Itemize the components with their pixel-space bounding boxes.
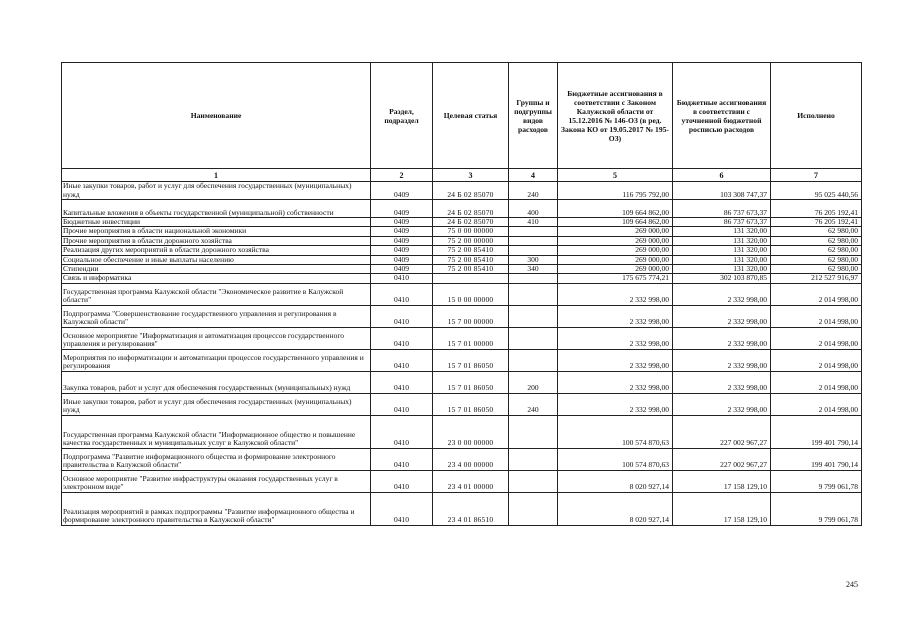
row-target (433, 274, 509, 283)
row-group (509, 283, 558, 305)
row-target: 23 4 00 00000 (433, 448, 509, 470)
row-law-amount: 100 574 870,63 (558, 415, 673, 448)
row-law-amount: 269 000,00 (558, 265, 673, 274)
row-law-amount: 109 664 862,00 (558, 218, 673, 227)
row-section: 0409 (371, 255, 433, 264)
row-law-amount: 269 000,00 (558, 236, 673, 245)
row-executed-amount: 212 527 916,97 (771, 274, 862, 283)
row-target: 24 Б 02 85070 (433, 200, 509, 218)
row-group (509, 349, 558, 371)
row-group (509, 470, 558, 492)
row-name: Социальное обеспечение и иные выплаты населению (62, 255, 371, 264)
row-refined-amount: 17 158 129,10 (673, 470, 771, 492)
row-group: 240 (509, 393, 558, 415)
table-row (62, 218, 862, 227)
table-row (62, 492, 862, 525)
row-target: 15 0 00 00000 (433, 283, 509, 305)
row-name: Государственная программа Калужской области "Экономическое развитие в Калужской области" (62, 283, 371, 305)
row-executed-amount: 2 014 998,00 (771, 349, 862, 371)
table-row (62, 200, 862, 218)
header-target: Целевая статья (433, 63, 509, 169)
row-target: 75 2 00 00000 (433, 236, 509, 245)
row-section: 0409 (371, 218, 433, 227)
row-group (509, 415, 558, 448)
table-row (62, 448, 862, 470)
row-target: 24 Б 02 85070 (433, 218, 509, 227)
header-refined: Бюджетные ассигнования в соответствии с уточненной бюджетной росписью расходов (673, 63, 771, 169)
row-refined-amount: 2 332 998,00 (673, 327, 771, 349)
row-executed-amount: 9 799 061,78 (771, 470, 862, 492)
row-group (509, 274, 558, 283)
table-row (62, 236, 862, 245)
row-target: 15 7 01 86050 (433, 349, 509, 371)
column-number: 6 (673, 169, 771, 182)
row-executed-amount: 2 014 998,00 (771, 393, 862, 415)
row-executed-amount: 95 025 440,56 (771, 182, 862, 200)
row-law-amount: 2 332 998,00 (558, 349, 673, 371)
column-number: 7 (771, 169, 862, 182)
header-section: Раздел, подраздел (371, 63, 433, 169)
row-name: Подпрограмма "Совершенствование государственного управления и регулирования в Калужской области" (62, 305, 371, 327)
row-refined-amount: 86 737 673,37 (673, 218, 771, 227)
row-name: Капитальные вложения в объекты государственной (муниципальной) собственности (62, 200, 371, 218)
row-law-amount: 116 795 792,00 (558, 182, 673, 200)
row-section: 0409 (371, 227, 433, 236)
row-name: Подпрограмма "Развитие информационного общества и формирование электронного правительства в Калужской области" (62, 448, 371, 470)
row-law-amount: 269 000,00 (558, 246, 673, 255)
table-row (62, 265, 862, 274)
row-refined-amount: 103 308 747,37 (673, 182, 771, 200)
row-refined-amount: 131 320,00 (673, 246, 771, 255)
row-section: 0410 (371, 448, 433, 470)
row-section: 0410 (371, 371, 433, 393)
table-row (62, 246, 862, 255)
row-group: 200 (509, 371, 558, 393)
row-executed-amount: 2 014 998,00 (771, 327, 862, 349)
row-name: Государственная программа Калужской области "Информационное общество и повышение качества государственных и муниципальных услуг в Калужской области" (62, 415, 371, 448)
row-group: 340 (509, 265, 558, 274)
row-target: 75 2 00 85410 (433, 265, 509, 274)
row-name: Прочие мероприятия в области дорожного хозяйства (62, 236, 371, 245)
row-section: 0410 (371, 492, 433, 525)
row-name: Иные закупки товаров, работ и услуг для обеспечения государственных (муниципальных) нужд (62, 182, 371, 200)
header-law: Бюджетные ассигнования в соответствии с Законом Калужской области от 15.12.2016 № 146-ОЗ (в ред. Закона КО от 19.05.2017 № 195-ОЗ) (558, 63, 673, 169)
column-number: 1 (62, 169, 371, 182)
header-group: Группы и подгруппы видов расходов (509, 63, 558, 169)
row-target: 15 7 00 00000 (433, 305, 509, 327)
page-number: 245 (846, 580, 858, 589)
row-refined-amount: 227 002 967,27 (673, 415, 771, 448)
row-section: 0409 (371, 236, 433, 245)
row-target: 23 4 01 86510 (433, 492, 509, 525)
row-law-amount: 109 664 862,00 (558, 200, 673, 218)
row-group: 240 (509, 182, 558, 200)
row-name: Закупка товаров, работ и услуг для обеспечения государственных (муниципальных) нужд (62, 371, 371, 393)
row-name: Реализация других мероприятий в области дорожного хозяйства (62, 246, 371, 255)
row-section: 0409 (371, 200, 433, 218)
row-name: Бюджетные инвестиции (62, 218, 371, 227)
row-name: Основное мероприятие "Информатизация и автоматизация процессов государственного управления и регулирования" (62, 327, 371, 349)
row-refined-amount: 86 737 673,37 (673, 200, 771, 218)
row-refined-amount: 2 332 998,00 (673, 283, 771, 305)
table-row (62, 371, 862, 393)
table-row (62, 327, 862, 349)
row-executed-amount: 76 205 192,41 (771, 218, 862, 227)
row-target: 23 0 00 00000 (433, 415, 509, 448)
column-number-row (62, 169, 862, 182)
column-number: 4 (509, 169, 558, 182)
row-executed-amount: 62 980,00 (771, 255, 862, 264)
row-law-amount: 2 332 998,00 (558, 283, 673, 305)
row-executed-amount: 199 401 790,14 (771, 415, 862, 448)
row-law-amount: 100 574 870,63 (558, 448, 673, 470)
table-row (62, 182, 862, 200)
row-refined-amount: 2 332 998,00 (673, 393, 771, 415)
row-law-amount: 2 332 998,00 (558, 371, 673, 393)
row-section: 0410 (371, 393, 433, 415)
row-target: 15 7 01 86050 (433, 371, 509, 393)
row-executed-amount: 62 980,00 (771, 246, 862, 255)
row-target: 15 7 01 86050 (433, 393, 509, 415)
table-row (62, 227, 862, 236)
row-law-amount: 2 332 998,00 (558, 393, 673, 415)
row-section: 0409 (371, 265, 433, 274)
row-name: Стипендии (62, 265, 371, 274)
row-name: Прочие мероприятия в области национальной экономики (62, 227, 371, 236)
row-section: 0409 (371, 182, 433, 200)
table-row (62, 393, 862, 415)
row-group: 300 (509, 255, 558, 264)
row-group: 400 (509, 200, 558, 218)
row-group (509, 236, 558, 245)
row-section: 0410 (371, 283, 433, 305)
row-executed-amount: 199 401 790,14 (771, 448, 862, 470)
row-group (509, 327, 558, 349)
row-refined-amount: 227 002 967,27 (673, 448, 771, 470)
header-row (62, 63, 862, 169)
budget-table-sheet (61, 62, 861, 526)
row-refined-amount: 131 320,00 (673, 236, 771, 245)
row-section: 0409 (371, 246, 433, 255)
row-name: Связь и информатика (62, 274, 371, 283)
row-target: 75 0 00 00000 (433, 227, 509, 236)
row-law-amount: 2 332 998,00 (558, 305, 673, 327)
budget-table (61, 62, 862, 526)
row-section: 0410 (371, 415, 433, 448)
row-executed-amount: 62 980,00 (771, 227, 862, 236)
table-body (62, 182, 862, 526)
row-group (509, 305, 558, 327)
row-target: 75 2 00 85410 (433, 255, 509, 264)
row-executed-amount: 9 799 061,78 (771, 492, 862, 525)
row-section: 0410 (371, 470, 433, 492)
row-executed-amount: 62 980,00 (771, 265, 862, 274)
table-row (62, 349, 862, 371)
row-section: 0410 (371, 327, 433, 349)
row-group (509, 492, 558, 525)
row-refined-amount: 2 332 998,00 (673, 305, 771, 327)
column-number: 5 (558, 169, 673, 182)
table-row (62, 255, 862, 264)
table-row (62, 283, 862, 305)
table-row (62, 470, 862, 492)
row-refined-amount: 131 320,00 (673, 265, 771, 274)
header-name: Наименование (62, 63, 371, 169)
row-section: 0410 (371, 305, 433, 327)
row-law-amount: 2 332 998,00 (558, 327, 673, 349)
row-refined-amount: 131 320,00 (673, 227, 771, 236)
column-number: 2 (371, 169, 433, 182)
row-law-amount: 8 020 927,14 (558, 492, 673, 525)
row-group (509, 448, 558, 470)
row-law-amount: 269 000,00 (558, 255, 673, 264)
row-law-amount: 269 000,00 (558, 227, 673, 236)
row-refined-amount: 17 158 129,10 (673, 492, 771, 525)
row-target: 15 7 01 00000 (433, 327, 509, 349)
row-law-amount: 8 020 927,14 (558, 470, 673, 492)
header-executed: Исполнено (771, 63, 862, 169)
table-row (62, 305, 862, 327)
row-target: 75 2 00 85410 (433, 246, 509, 255)
row-section: 0410 (371, 274, 433, 283)
row-group (509, 246, 558, 255)
row-executed-amount: 2 014 998,00 (771, 283, 862, 305)
table-row (62, 274, 862, 283)
row-law-amount: 175 675 774,21 (558, 274, 673, 283)
column-number: 3 (433, 169, 509, 182)
row-name: Основное мероприятие "Развитие инфраструктуры оказания государственных услуг в электронном виде" (62, 470, 371, 492)
row-group: 410 (509, 218, 558, 227)
row-section: 0410 (371, 349, 433, 371)
row-name: Мероприятия по информатизации и автоматизации процессов государственного управления и регулирования (62, 349, 371, 371)
table-row (62, 415, 862, 448)
row-executed-amount: 62 980,00 (771, 236, 862, 245)
row-target: 24 Б 02 85070 (433, 182, 509, 200)
row-refined-amount: 302 103 870,85 (673, 274, 771, 283)
row-refined-amount: 131 320,00 (673, 255, 771, 264)
row-refined-amount: 2 332 998,00 (673, 371, 771, 393)
row-refined-amount: 2 332 998,00 (673, 349, 771, 371)
row-executed-amount: 76 205 192,41 (771, 200, 862, 218)
row-group (509, 227, 558, 236)
row-name: Иные закупки товаров, работ и услуг для обеспечения государственных (муниципальных) нужд (62, 393, 371, 415)
row-executed-amount: 2 014 998,00 (771, 371, 862, 393)
row-executed-amount: 2 014 998,00 (771, 305, 862, 327)
row-name: Реализация мероприятий в рамках подпрограммы "Развитие информационного общества и формирование электронного правительства в Калужской области" (62, 492, 371, 525)
row-target: 23 4 01 00000 (433, 470, 509, 492)
